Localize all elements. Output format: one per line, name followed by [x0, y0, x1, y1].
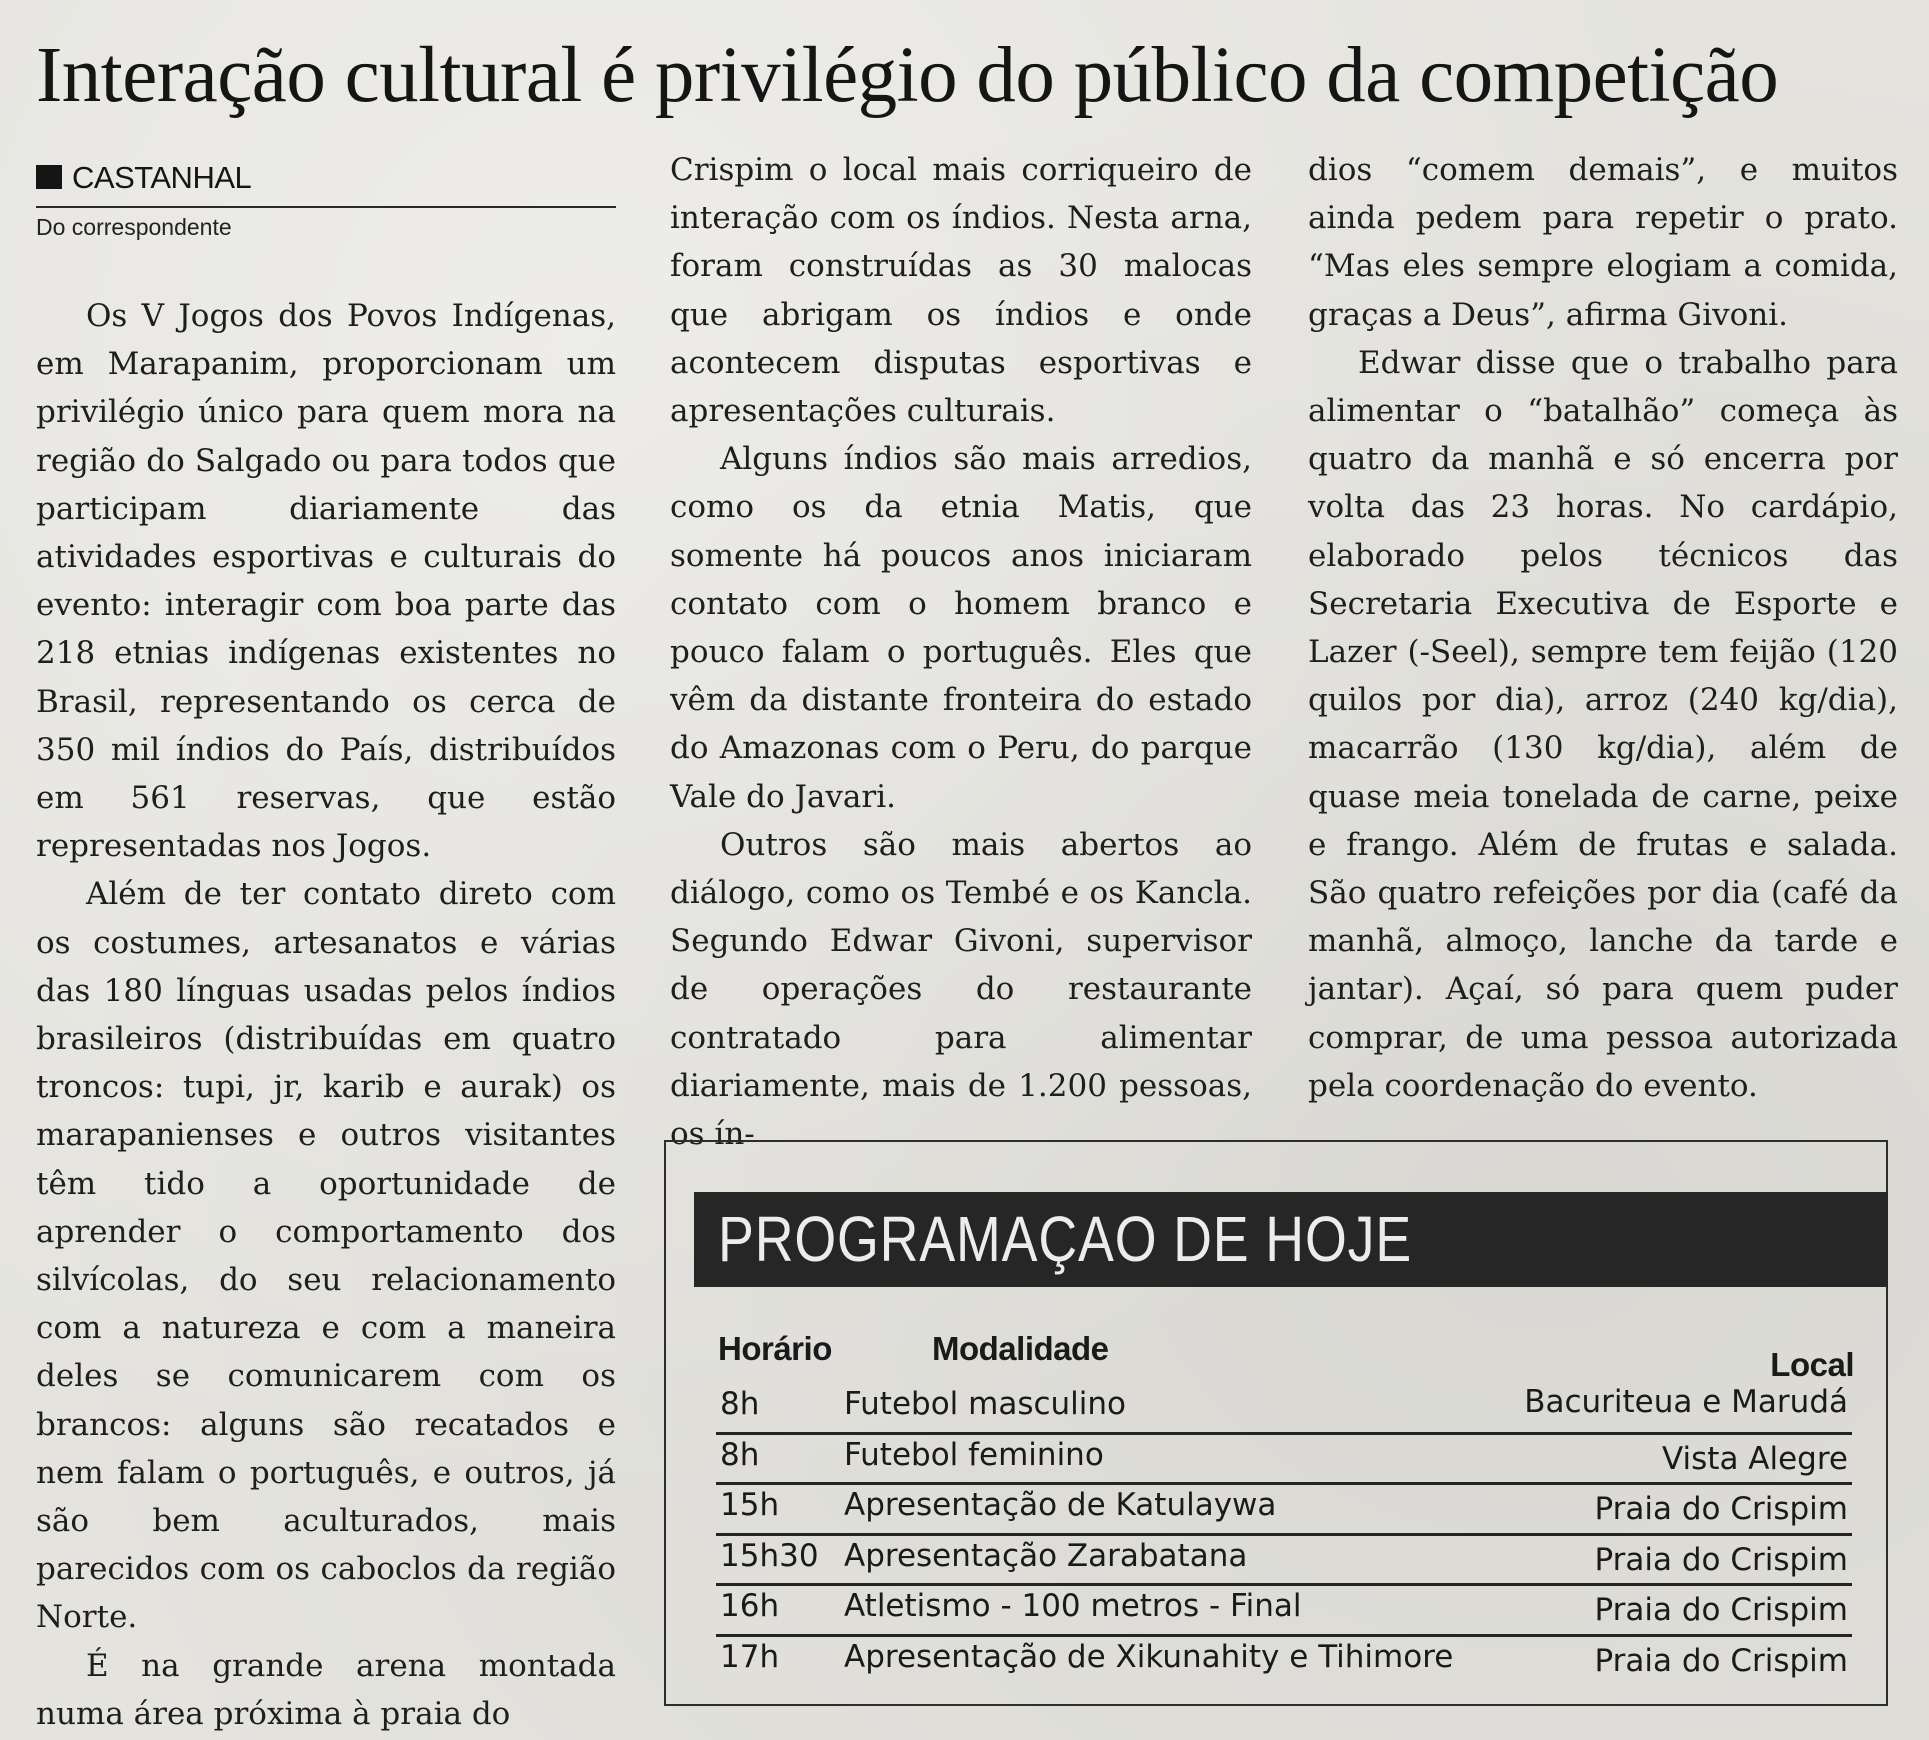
- paragraph: Outros são mais abertos ao diálogo, como os Tembé e os Kancla. Segundo Edwar Givoni, supervisor de operações do restaurante contratado para alimentar diariamente, mais de 1.200 pessoas, os ín-: [670, 826, 1252, 1153]
- row-time: 8h: [720, 1436, 760, 1473]
- header-modality: Modalidade: [932, 1330, 1109, 1367]
- row-modality: Apresentação de Katulaywa: [844, 1487, 1277, 1523]
- header-time: Horário: [718, 1330, 832, 1367]
- schedule-box: [664, 1140, 1888, 1706]
- byline: Do correspondente: [36, 214, 232, 240]
- article-column-2: [670, 146, 1252, 1158]
- row-modality: Futebol feminino: [844, 1436, 1104, 1473]
- row-modality: Futebol masculino: [844, 1386, 1126, 1422]
- paragraph: É na grande arena montada numa área próxima à praia do: [36, 1647, 616, 1732]
- paragraph: Edwar disse que o trabalho para alimentar o “batalhão” começa às quatro da manhã e só encerra por volta das 23 horas. No cardápio, elaborado pelos técnicos das Secretaria Executiva de Esporte e Lazer (-Seel), sempre tem feijão (120 quilos por dia), arroz (240 kg/dia), macarrão (130 kg/dia), além de quase meia tonelada de carne, peixe e frango. Além de frutas e salada. São quatro refeições por dia (café da manhã, almoço, lanche da tarde e jantar). Açaí, só para quem puder comprar, de uma pessoa autorizada pela coordenação do evento.: [1308, 344, 1898, 1104]
- row-time: 17h: [720, 1638, 780, 1675]
- schedule-title: PROGRAMAÇAO DE HOJE: [718, 1203, 1413, 1275]
- header-location: Local: [1770, 1346, 1854, 1383]
- row-location: Praia do Crispim: [1594, 1642, 1848, 1679]
- article-column-3: [1308, 146, 1898, 1110]
- schedule-row: [716, 1637, 1852, 1685]
- section-rule: [36, 206, 616, 208]
- schedule-row: [716, 1586, 1852, 1637]
- paragraph: Crispim o local mais corriqueiro de interação com os índios. Nesta arna, foram construídas as 30 malocas que abrigam os índios e onde acontecem disputas esportivas e apresentações culturais.: [670, 152, 1252, 430]
- schedule-row: [716, 1435, 1852, 1486]
- row-location: Vista Alegre: [1662, 1440, 1848, 1477]
- row-time: 8h: [720, 1386, 760, 1422]
- schedule-row: [716, 1485, 1852, 1536]
- schedule-row: [716, 1384, 1852, 1435]
- section-name: CASTANHAL: [72, 160, 252, 195]
- schedule-title-bar: [694, 1192, 1888, 1287]
- row-location: Praia do Crispim: [1594, 1592, 1848, 1628]
- schedule-row: [716, 1536, 1852, 1587]
- row-modality: Atletismo - 100 metros - Final: [844, 1588, 1302, 1624]
- section-square-icon: [36, 165, 62, 189]
- row-time: 15h30: [720, 1537, 819, 1574]
- row-location: Praia do Crispim: [1594, 1491, 1848, 1527]
- schedule-table: [716, 1384, 1852, 1684]
- section-tag: [36, 160, 251, 196]
- paragraph: dios “comem demais”, e muitos ainda pedem para repetir o prato. “Mas eles sempre elogiam a comida, graças a Deus”, afirma Givoni.: [1308, 152, 1898, 333]
- paragraph: Alguns índios são mais arredios, como os da etnia Matis, que somente há poucos anos iniciaram contato com o homem branco e pouco falam o português. Eles que vêm da distante fronteira do estado do Amazonas com o Peru, do parque Vale do Javari.: [670, 441, 1252, 815]
- row-location: Bacuriteua e Marudá: [1524, 1384, 1848, 1420]
- row-modality: Apresentação Zarabatana: [844, 1537, 1248, 1574]
- row-location: Praia do Crispim: [1594, 1541, 1848, 1578]
- paragraph: Os V Jogos dos Povos Indígenas, em Marapanim, proporcionam um privilégio único para quem mora na região do Salgado ou para todos que participam diariamente das atividades esportivas e culturais do evento: interagir com boa parte das 218 etnias indígenas existentes no Brasil, representando os cerca de 350 mil índios do País, distribuídos em 561 reservas, que estão representadas nos Jogos.: [36, 298, 616, 865]
- article-column-1: [36, 292, 616, 1738]
- headline: Interação cultural é privilégio do público da competição: [36, 32, 1779, 119]
- row-time: 16h: [720, 1588, 780, 1624]
- row-modality: Apresentação de Xikunahity e Tihimore: [844, 1638, 1454, 1675]
- paragraph: Além de ter contato direto com os costumes, artesanatos e várias das 180 línguas usadas pelos índios brasileiros (distribuídas em quatro troncos: tupi, jr, karib e aurak) os marapanienses e outros visitantes têm tido a oportunidade de aprender o comportamento dos silvícolas, do seu relacionamento com a natureza e com a maneira deles se comunicarem com os brancos: alguns são recatados e nem falam o português, e outros, já são bem aculturados, mais parecidos com os caboclos da região Norte.: [36, 876, 616, 1636]
- row-time: 15h: [720, 1487, 780, 1523]
